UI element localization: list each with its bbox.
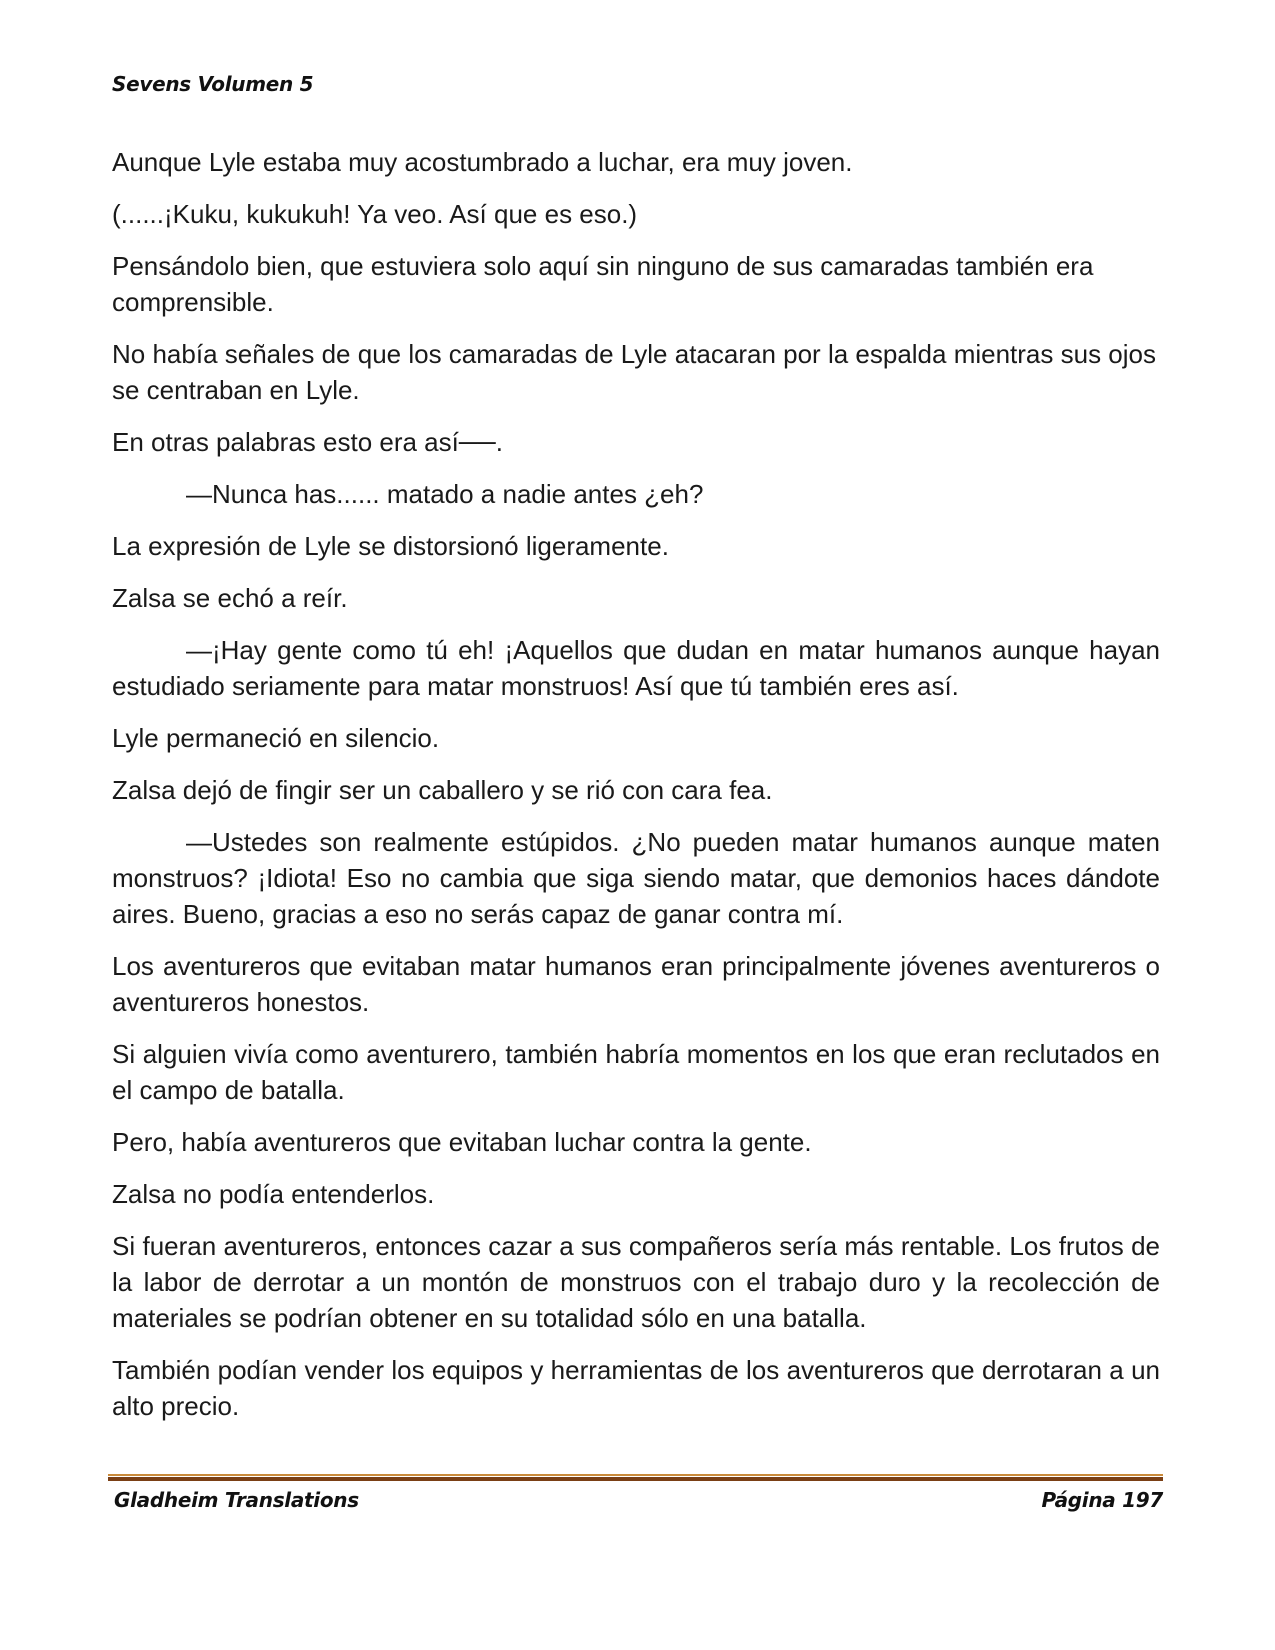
- paragraph: Los aventureros que evitaban matar humanos eran principalmente jóvenes aventureros o aventureros honestos.: [112, 951, 1160, 1017]
- paragraph: La expresión de Lyle se distorsionó ligeramente.: [112, 531, 669, 561]
- paragraph: También podían vender los equipos y herramientas de los aventureros que derrotaran a un alto precio.: [112, 1355, 1160, 1421]
- paragraph: Si alguien vivía como aventurero, también habría momentos en los que eran reclutados en el campo de batalla.: [112, 1039, 1160, 1105]
- paragraph: Si fueran aventureros, entonces cazar a sus compañeros sería más rentable. Los frutos de la labor de derrotar a un montón de monstruos con el trabajo duro y la recolección de materiales se podrían obtener en su totalidad sólo en una batalla.: [112, 1231, 1160, 1333]
- paragraph: Zalsa dejó de fingir ser un caballero y se rió con cara fea.: [112, 775, 773, 805]
- footer-page-number: Página 197: [1041, 1488, 1163, 1512]
- paragraph: Pensándolo bien, que estuviera solo aquí sin ninguno de sus camaradas también era comprensible.: [112, 251, 1094, 317]
- paragraph: Zalsa no podía entenderlos.: [112, 1179, 435, 1209]
- footer-divider-thick: [108, 1477, 1163, 1481]
- paragraph: Lyle permaneció en silencio.: [112, 723, 440, 753]
- paragraph: En otras palabras esto era así──.: [112, 427, 503, 457]
- body-text: [112, 144, 1160, 1440]
- paragraph: (......¡Kuku, kukukuh! Ya veo. Así que es eso.): [112, 199, 638, 229]
- paragraph: Aunque Lyle estaba muy acostumbrado a luchar, era muy joven.: [112, 147, 853, 177]
- paragraph: Zalsa se echó a reír.: [112, 583, 348, 613]
- paragraph: Pero, había aventureros que evitaban luchar contra la gente.: [112, 1127, 812, 1157]
- running-header-title: Sevens Volumen 5: [112, 72, 314, 96]
- footer-divider-thin: [108, 1474, 1163, 1476]
- paragraph: No había señales de que los camaradas de Lyle atacaran por la espalda mientras sus ojos se centraban en Lyle.: [112, 339, 1156, 405]
- dialogue-paragraph: —¡Hay gente como tú eh! ¡Aquellos que dudan en matar humanos aunque hayan estudiado seriamente para matar monstruos! Así que tú también eres así.: [112, 635, 1160, 701]
- footer-divider: [108, 1474, 1163, 1481]
- footer-translator-credit: Gladheim Translations: [114, 1488, 359, 1512]
- dialogue-paragraph: —Nunca has...... matado a nadie antes ¿eh?: [186, 479, 704, 509]
- dialogue-paragraph: —Ustedes son realmente estúpidos. ¿No pueden matar humanos aunque maten monstruos? ¡Idiota! Eso no cambia que siga siendo matar, que demonios haces dándote aires. Bueno, gracias a eso no serás capaz de ganar contra mí.: [112, 827, 1160, 929]
